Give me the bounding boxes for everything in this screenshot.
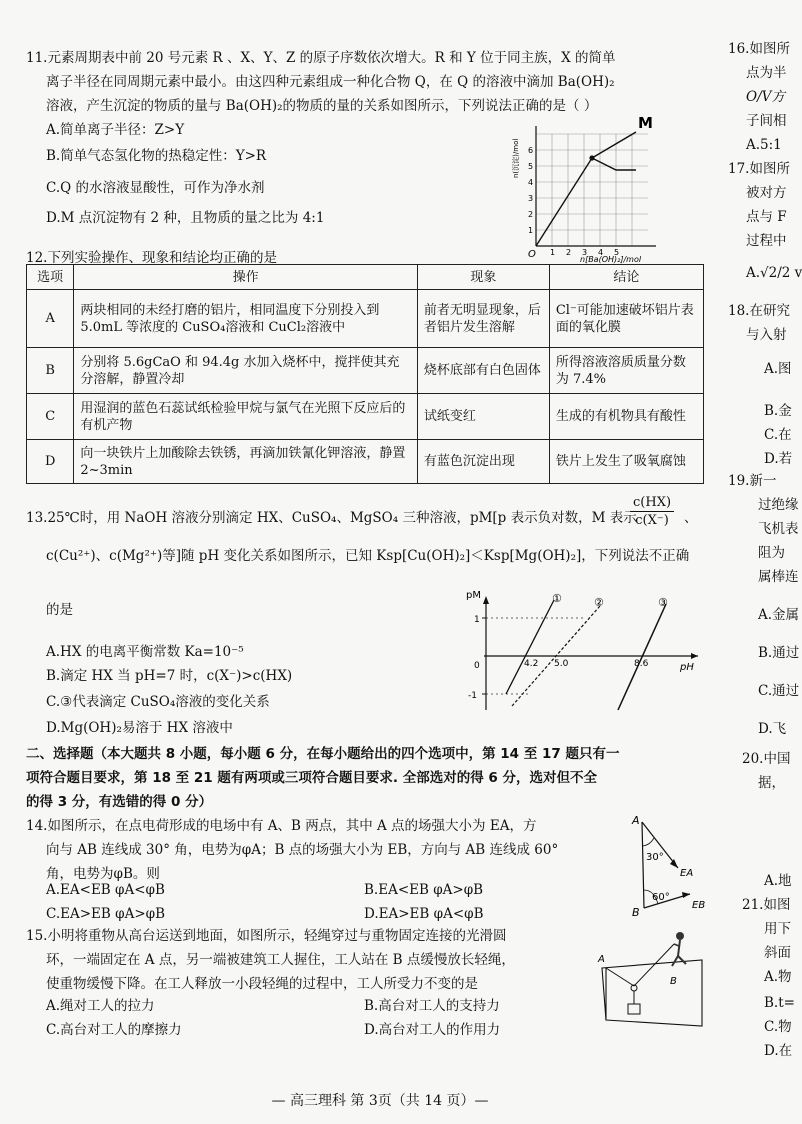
q11-option-a: A.简单离子半径：Z>Y [46, 122, 185, 138]
side-text: A.物 [764, 969, 792, 985]
q14-option-c: C.EA>EB φA>φB [46, 906, 166, 922]
q14-label-b: B [632, 906, 640, 919]
q13-option-c: C.③代表滴定 CuSO₄溶液的变化关系 [46, 694, 270, 710]
q13-line1-end: 、 [684, 510, 698, 526]
side-text: O/V方 [746, 89, 785, 105]
q14-label-a: A [632, 814, 640, 827]
q13-frac-num: c(HX) [630, 494, 674, 512]
q11-ytick: 4 [528, 178, 534, 187]
table-header: 现象 [417, 265, 549, 290]
table-header: 选项 [27, 265, 74, 290]
q13-curve-label: ① [552, 592, 562, 605]
side-text: 用下 [764, 921, 791, 937]
right-column-cutoff [728, 0, 802, 1124]
side-text: C.物 [764, 1019, 792, 1035]
q13-frac-den: c(X⁻) [635, 513, 669, 528]
q15-label-a: A [598, 954, 605, 965]
q11-option-c: C.Q 的水溶液显酸性，可作为净水剂 [46, 180, 265, 196]
q11-ylabel: n(沉淀)/mol [512, 138, 520, 178]
q11-line2: 离子半径在同周期元素中最小。由这四种元素组成一种化合物 Q，在 Q 的溶液中滴加 Ba(OH)₂ [46, 74, 615, 90]
q13-ylabel: pM [466, 590, 481, 601]
table-cell: Cl⁻可能加速破坏铝片表面的氧化膜 [549, 290, 703, 348]
q15-label-b: B [670, 976, 677, 987]
q14-option-b: B.EA<EB φA>φB [364, 882, 484, 898]
q14-line1: 14.如图所示，在点电荷形成的电场中有 A、B 两点，其中 A 点的场强大小为 EA，方 [26, 818, 537, 834]
q11-label-m: M [638, 114, 653, 132]
q14-option-a: A.EA<EB φA<φB [46, 882, 165, 898]
q12-title: 12.下列实验操作、现象和结论均正确的是 [26, 250, 277, 266]
side-text: 点与 F [746, 209, 787, 225]
q15-option-c: C.高台对工人的摩擦力 [46, 1022, 182, 1038]
q15-option-d: D.高台对工人的作用力 [364, 1022, 501, 1038]
side-text: 阻为 [758, 545, 785, 561]
side-text: 17.如图所 [728, 161, 790, 177]
table-cell: C [27, 394, 74, 440]
side-text: 属棒连 [758, 569, 799, 585]
table-cell: 所得溶液溶质质量分数为 7.4% [549, 348, 703, 394]
q11-line1: 11.元素周期表中前 20 号元素 R 、X、Y、Z 的原子序数依次增大。R 和 Y 位于同主族，X 的简单 [26, 50, 616, 66]
side-text: 19.新一 [728, 473, 777, 489]
side-text: A.地 [764, 873, 792, 889]
q11-xtick: 5 [614, 248, 620, 257]
q13-ytick-label: 1 [474, 615, 480, 625]
side-text: D.在 [764, 1043, 793, 1059]
table-cell: 生成的有机物具有酸性 [549, 394, 703, 440]
side-text: B.通过 [758, 645, 800, 661]
q11-xtick: 4 [598, 248, 604, 257]
q15-line1: 15.小明将重物从高台运送到地面，如图所示，轻绳穿过与重物固定连接的光滑圆 [26, 928, 507, 944]
page-footer: — 高三理科 第 3页（共 14 页）— [271, 1093, 489, 1109]
side-text: C.通过 [758, 683, 800, 699]
q11-ytick: 3 [528, 194, 534, 203]
q13-curve-label: ② [594, 596, 604, 609]
q13-line1: 13.25℃时，用 NaOH 溶液分别滴定 HX、CuSO₄、MgSO₄ 三种溶液，pM[p 表示负对数，M 表示 [26, 510, 637, 526]
q11-xtick: 2 [566, 248, 572, 257]
q13-line3: 的是 [46, 602, 73, 618]
q13-origin: 0 [474, 661, 480, 671]
side-text: B.t= [764, 995, 795, 1011]
section2-line2: 项符合题目要求，第 18 至 21 题有两项或三项符合题目要求. 全部选对的得 6 分，选对但不全 [26, 770, 597, 786]
table-cell: B [27, 348, 74, 394]
q11-line3: 溶液，产生沉淀的物质的量与 Ba(OH)₂的物质的量的关系如图所示，下列说法正确的是（ ） [46, 98, 598, 114]
side-text: 与入射 [746, 327, 787, 343]
q13-line2: c(Cu²⁺)、c(Mg²⁺)等]随 pH 变化关系如图所示，已知 Ksp[Cu(OH)₂]＜Ksp[Mg(OH)₂]，下列说法不正确 [46, 548, 690, 564]
side-text: 过绝缘 [758, 497, 799, 513]
side-text: 被对方 [746, 185, 787, 201]
q14-option-d: D.EA>EB φA<φB [364, 906, 484, 922]
table-cell: 烧杯底部有白色固体 [417, 348, 549, 394]
q15-option-a: A.绳对工人的拉力 [46, 998, 155, 1014]
side-text: 21.如图 [742, 897, 791, 913]
side-text: C.在 [764, 427, 792, 443]
q14-label-eb: EB [692, 900, 706, 911]
q11-xlabel: n[Ba(OH)₂]/mol [580, 255, 642, 264]
q11-option-b: B.简单气态氢化物的热稳定性：Y>R [46, 148, 267, 164]
q11-ytick: 5 [528, 162, 534, 171]
side-text: 20.中国 [742, 751, 791, 767]
side-text: 点为半 [746, 65, 787, 81]
q15-option-b: B.高台对工人的支持力 [364, 998, 500, 1014]
q13-ytick-label: -1 [468, 691, 477, 701]
q11-xtick: 1 [550, 248, 556, 257]
side-text: A.图 [764, 361, 792, 377]
side-text: 子间相 [746, 113, 787, 129]
table-cell: 向一块铁片上加酸除去铁锈，再滴加铁氰化钾溶液，静置 2~3min [74, 440, 418, 484]
q13-xlabel: pH [680, 662, 694, 673]
q14-angle-30: 30° [646, 852, 664, 863]
q15-line3: 使重物缓慢下降。在工人释放一小段轻绳的过程中，工人所受力不变的是 [46, 976, 478, 992]
table-header: 结论 [549, 265, 703, 290]
table-cell: 前者无明显现象，后者铝片发生溶解 [417, 290, 549, 348]
section2-line3: 的得 3 分，有选错的得 0 分） [26, 794, 213, 810]
q11-ytick: 6 [528, 146, 534, 155]
table-cell: 有蓝色沉淀出现 [417, 440, 549, 484]
q11-ytick: 2 [528, 210, 534, 219]
side-text: 18.在研究 [728, 303, 790, 319]
side-text: A.5:1 [746, 137, 782, 153]
q14-angle-60: 60° [652, 892, 670, 903]
side-text: A.金属 [758, 607, 800, 623]
section2-line1: 二、选择题（本大题共 8 小题，每小题 6 分，在每小题给出的四个选项中，第 14 至 17 题只有一 [26, 746, 620, 762]
q13-xtick-label: 5.0 [554, 659, 569, 669]
side-text: 飞机表 [758, 521, 799, 537]
side-text: 斜面 [764, 945, 791, 961]
table-cell: 铁片上发生了吸氧腐蚀 [549, 440, 703, 484]
q14-label-ea: EA [680, 868, 694, 879]
side-text: D.飞 [758, 721, 787, 737]
table-cell: 用湿润的蓝色石蕊试纸检验甲烷与氯气在光照下反应后的有机产物 [74, 394, 418, 440]
table-cell: 试纸变红 [417, 394, 549, 440]
side-text: 16.如图所 [728, 41, 790, 57]
table-cell: D [27, 440, 74, 484]
q14-line2: 向与 AB 连线成 30° 角，电势为φA；B 点的场强大小为 EB，方向与 AB 连线成 60° [46, 842, 559, 858]
q13-xtick-label: 4.2 [524, 659, 539, 669]
side-text: 据， [758, 775, 785, 791]
q13-option-d: D.Mg(OH)₂易溶于 HX 溶液中 [46, 720, 233, 736]
q14-line3: 角，电势为φB。则 [46, 866, 160, 882]
table-header: 操作 [74, 265, 418, 290]
q13-option-a: A.HX 的电离平衡常数 Ka=10⁻⁵ [46, 644, 244, 660]
table-cell: 分别将 5.6gCaO 和 94.4g 水加入烧杯中，搅拌使其充分溶解，静置冷却 [74, 348, 418, 394]
side-text: D.若 [764, 451, 793, 467]
q11-origin: O [528, 249, 536, 260]
side-text: B.金 [764, 403, 792, 419]
q13-xtick-label: 8.6 [634, 659, 649, 669]
table-cell: A [27, 290, 74, 348]
q15-line2: 环，一端固定在 A 点，另一端被建筑工人握住，工人站在 B 点缓慢放长轻绳， [46, 952, 515, 968]
table-cell: 两块相同的未经打磨的铝片，相同温度下分别投入到 5.0mL 等浓度的 CuSO₄溶液和 CuCl₂溶液中 [74, 290, 418, 348]
q11-ytick: 1 [528, 226, 534, 235]
side-text: A.√2/2 v [746, 265, 802, 281]
side-text: 过程中 [746, 233, 787, 249]
q11-option-d: D.M 点沉淀物有 2 种，且物质的量之比为 4:1 [46, 210, 325, 226]
q11-xtick: 3 [582, 248, 588, 257]
q13-option-b: B.滴定 HX 当 pH=7 时，c(X⁻)>c(HX) [46, 668, 293, 684]
q13-curve-label: ③ [658, 596, 668, 609]
